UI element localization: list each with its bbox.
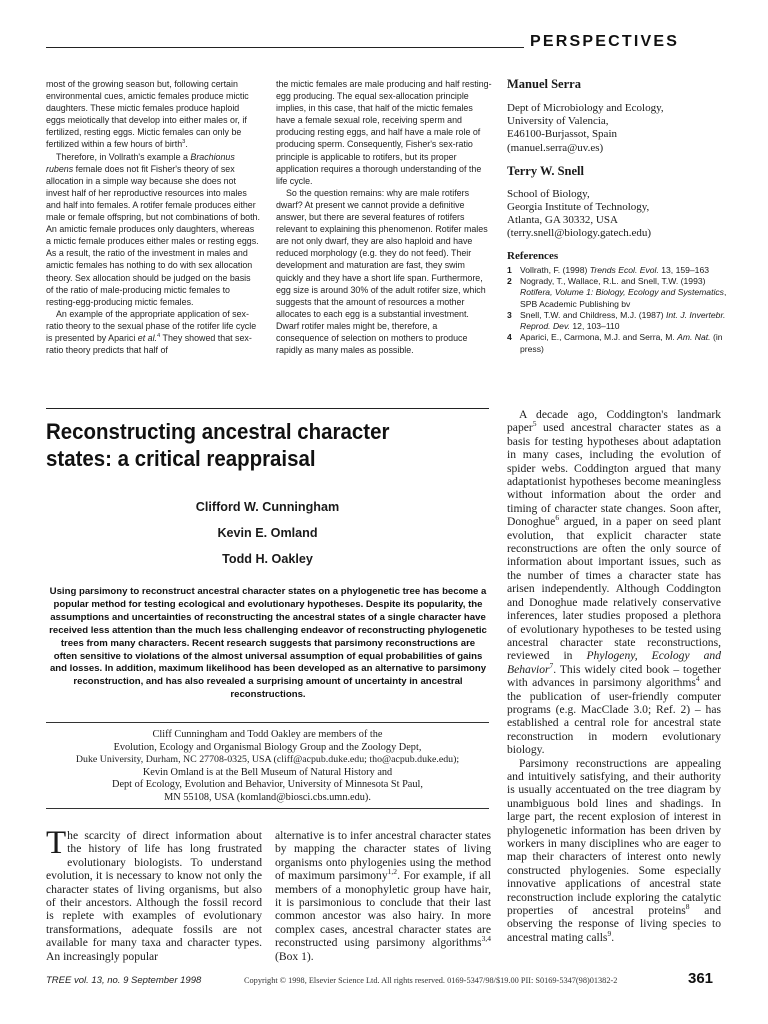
- affiliation-line: Evolution, Ecology and Organismal Biology Group and the Zoology Dept,: [113, 741, 422, 753]
- paragraph: Therefore, in Vollrath's example a Brachionus rubens female does not fit Fisher's theory of sex allocation in a simple way because she does not invest half of her reproductive resources into males and half into females. A rotifer female produces either male or female offspring, but not combinations of both. An amictic female produces only daughters, whereas a mictic female produces either males or resting eggs. As a result, the ratio of the investment in males and amictic females has nothing to do with sex allocation theory. Sex allocation should be judged on the basis of the ratio of male-producing mictic females to resting-egg-producing mictic females.: [46, 151, 260, 307]
- reference-item: 1 Vollrath, F. (1998) Trends Ecol. Evol. 13, 159–163: [507, 264, 710, 275]
- reference-item: 4 Aparici, E., Carmona, M.J. and Serra, M. Am. Nat. (in press): [507, 332, 723, 354]
- affiliation-line: Duke University, Durham, NC 27708-0325, USA (cliff@acpub.duke.edu; tho@acpub.duke.edu);: [75, 754, 460, 765]
- references-heading: References: [507, 249, 559, 262]
- affiliation-line: MN 55108, USA (komland@biosci.cbs.umn.edu).: [164, 791, 371, 803]
- author-byline: Kevin E. Omland: [217, 526, 318, 540]
- paragraph: The scarcity of direct information about the history of life has long frustrated evolutionary biologists. To understand evolution, it is necessary to know not only the character states of living organisms, but also of their ancestors. Although the fossil record is replete with examples of evolutionary transformations, adequate fossils are not available for many taxa and character types. An increasingly popular: [46, 825, 262, 963]
- paragraph: An example of the appropriate application of sex-ratio theory to the sexual phase of the rotifer life cycle is presented by Aparici et al.$^4$ They showed that sex-ratio theory predicts that half of: [46, 308, 257, 356]
- body-column-3: [507, 408, 721, 944]
- article-title: Reconstructing ancestral character states: a critical reappraisal: [46, 419, 390, 471]
- drop-cap: T: [46, 825, 67, 861]
- author-email: (manuel.serra@uv.es): [507, 141, 604, 154]
- copyright-line: Copyright © 1998, Elsevier Science Ltd. All rights reserved. 0169-5347/98/$19.00 PII: S0169-5347(98)01382-2: [244, 976, 618, 985]
- top-column-2: [276, 78, 492, 356]
- paragraph: So the question remains: why are male rotifers dwarf? At present we cannot provide a definitive answer, but there are several features of rotifers relevant to explaining this phenomenon. Rotifer males are not only dwarf, they are also haploid and have reduced morphology (e.g. they do not feed). Their development and maturation are fast, they swim quickly and they have a short life span. Furthermore, egg size is around 30% of the adult rotifer size, which suggests that the amount of resources a mother allocates to each egg is a substantial investment. Dwarf rotifer males might be, therefore, a consequence of selection on mothers to produce rapidly as many males as possible.: [276, 187, 488, 356]
- top-column-1: [46, 78, 260, 356]
- author-email: (terry.snell@biology.gatech.edu): [507, 227, 652, 240]
- affiliations: [46, 729, 489, 804]
- abstract: Using parsimony to reconstruct ancestral character states on a phylogenetic tree has become a popular method for testing ecological and evolutionary hypotheses. Despite its popularity, the assumptions and uncertainties of reconstructing the ancestral states of a single character have received less attention than the much less challenging endeavor of reconstructing phylogenetic trees from many characters. Recent research suggests that parsimony reconstructions are often sensitive to violations of the almost universal assumption of equal probabilities of gains and losses. In addition, maximum likelihood has been developed as an alternative to parsimony reconstruction, and has also revealed a surprising amount of uncertainty in ancestral reconstructions.: [49, 586, 487, 701]
- author-address-line: Dept of Microbiology and Ecology,: [507, 102, 664, 114]
- page-number: 361: [688, 970, 714, 987]
- paragraph: A decade ago, Coddington's landmark paper$^5$ used ancestral character states as a basis for testing hypotheses about adaptation in many cases, including the evolution of spider webs. Coddington argued that many adaptationist hypotheses become meaningless without information about the order and timing of character state changes. Soon after, Donoghue$^6$ argued, in a paper on seed plant evolution, that explicit character state reconstructions are often the only source of information about important issues, such as the number of times a character state has arisen independently. Although Coddington and Donoghue made relatively conservative inferences, later studies proposed a plethora of evolutionary hypotheses to be tested using ancestral character state reconstructions, reviewed in Phylogeny, Ecology and Behavior$^7$. This widely cited book – together with advances in parsimony algorithms$^4$ and the publication of user-friendly computer programs (e.g. MacClade 3.0; Ref. 2) – has established a central role for ancestral state reconstruction in modern evolutionary biology.: [507, 408, 721, 757]
- affiliation-rule-bottom: [46, 808, 489, 809]
- author-name: Terry W. Snell: [507, 163, 584, 178]
- author-address-line: Georgia Institute of Technology,: [507, 201, 650, 214]
- paragraph: Parsimony reconstructions are appealing and intuitively satisfying, and their authority is usually accentuated on the tree diagram by unambiguous bold lines and shadings. In large part, the recent explosion of interest in phylogenetic information has been driven by workers in many disciplines who are eager to map their characters of interest onto newly constructed phylogenies. Some especially innovative applications of ancestral state reconstruction include exploring the catalytic properties of ancestral proteins$^8$ and observing the response of living species to ancestral mating calls$^9$.: [507, 756, 722, 944]
- author-byline: Clifford W. Cunningham: [195, 500, 340, 514]
- reference-item: 3 Snell, T.W. and Childress, M.J. (1987) Int. J. Invertebr. Reprod. Dev. 12, 103–110: [507, 309, 726, 332]
- reference-item: 2 Nogrady, T., Wallace, R.L. and Snell, T.W. (1993) Rotifera, Volume 1: Biology, Ecology and Systematics, SPB Academic Publishing bv: [507, 275, 727, 309]
- affiliation-line: Kevin Omland is at the Bell Museum of Natural History and: [142, 766, 393, 778]
- body-column-2: [275, 829, 491, 963]
- body-column-1: [46, 825, 262, 963]
- header-rule: [46, 47, 524, 48]
- article-rule: [46, 408, 489, 409]
- paragraph: most of the growing season but, following certain environmental cues, amictic females produce mictic daughters. These mictic females produce haploid eggs meiotically that develop into either males or, if fertilized, resting eggs. Mictic females can only be fertilized within a few hours of birth$^3$.: [46, 79, 249, 150]
- affiliation-line: Cliff Cunningham and Todd Oakley are members of the: [152, 729, 383, 740]
- author-address-line: Atlanta, GA 30332, USA: [507, 214, 618, 227]
- author-address-line: School of Biology,: [507, 187, 590, 200]
- references-list: [507, 265, 727, 355]
- affiliation-rule-top: [46, 722, 489, 723]
- affiliation-line: Dept of Ecology, Evolution and Behavior, University of Minnesota St Paul,: [112, 779, 423, 790]
- section-title: PERSPECTIVES: [530, 33, 680, 50]
- author-name: Manuel Serra: [507, 77, 581, 91]
- author-info: [507, 77, 727, 355]
- author-address-line: E46100-Burjassot, Spain: [507, 128, 617, 141]
- paragraph: alternative is to infer ancestral character states by mapping the character states of living organisms onto phylogenies using the method of maximum parsimony$^{1,2}$. For example, if all members of a monophyletic group have hair, it is parsimonious to conclude that their last common ancestor was also hairy. In more complex cases, ancestral character states are reconstructed using parsimony algorithms$^{3,4}$ (Box 1).: [275, 829, 491, 963]
- author-address-line: University of Valencia,: [507, 115, 609, 128]
- paragraph: the mictic females are male producing and half resting-egg producing. The equal sex-allocation principle implies, in this case, that half of the mictic females have a female sexual role, receiving sperm and producing resting eggs, and half have a male role of producing sperm. Consequently, Fisher's sex-ratio principle is applicable to rotifers, but its proper application requires a thorough understanding of the life cycle.: [276, 79, 492, 186]
- author-byline: Todd H. Oakley: [222, 552, 313, 566]
- journal-citation: TREE vol. 13, no. 9 September 1998: [46, 975, 202, 986]
